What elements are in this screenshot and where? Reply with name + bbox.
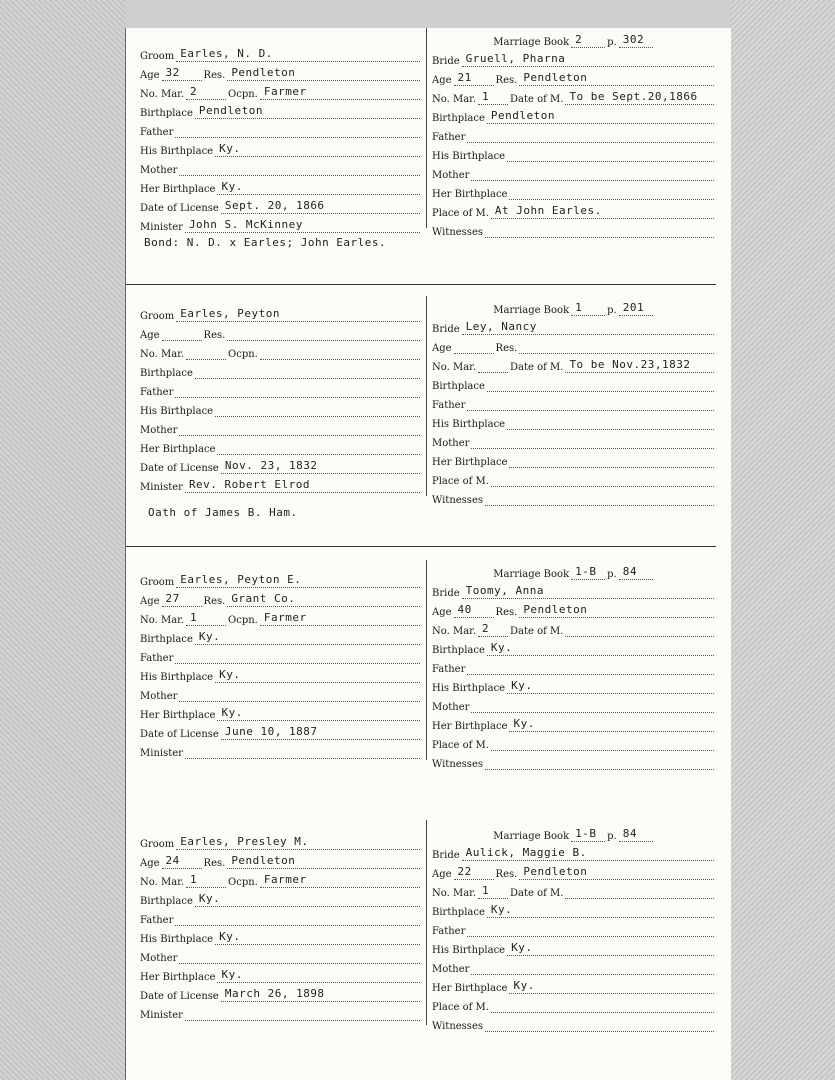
document-page [125, 28, 731, 1080]
date-of-license: Sept. 20, 1866 [224, 199, 325, 212]
date-of-marriage: To be Nov.23,1832 [569, 358, 691, 371]
bride-no-mar: 2 [482, 622, 490, 635]
date-of-marriage: To be Sept.20,1866 [569, 90, 698, 103]
groom-name: Earles, N. D. [180, 47, 273, 60]
date-of-license: June 10, 1887 [224, 725, 318, 738]
groom-his-birthplace: Ky. [219, 930, 241, 943]
bride-no-mar: 1 [482, 884, 490, 897]
marriage-book-number: 1 [575, 301, 583, 314]
marriage-book-page: 84 [622, 565, 637, 578]
groom-ocpn: Farmer [263, 85, 307, 98]
marriage-book-number: 2 [575, 33, 583, 46]
groom-no-mar: 1 [190, 611, 198, 624]
bride-birthplace: Ky. [490, 903, 513, 916]
bride-res: Pendleton [523, 71, 588, 84]
bride-her-birthplace: Ky. [513, 979, 535, 992]
bride-name: Toomy, Anna [465, 584, 545, 597]
scan-right-margin [730, 0, 835, 1080]
bride-name: Gruell, Pharna [465, 52, 566, 65]
groom-age: 32 [165, 66, 180, 79]
marriage-record: Groom Earles, Presley M. Age 24 Res. Pendleton No. Mar. 1 Ocpn. Farmer Birthplace Ky. Father His Birthplace Ky. Mother Her Birthplace Ky. Date of License March 26, 1898 Minister Marriage Book 1-B p. 84 Bride Aulick, Maggie B. Age 22 Res. Pendleton No. Mar. 1 Date of M. Birthplace Ky. Father His Birthplace Ky. Mother Her Birthplace Ky. Place of M. Witnesses [126, 820, 716, 1070]
groom-no-mar: 2 [190, 85, 198, 98]
minister: Rev. Robert Elrod [188, 478, 311, 491]
marriage-record: Groom Earles, Peyton E. Age 27 Res. Grant Co. No. Mar. 1 Ocpn. Farmer Birthplace Ky. Father His Birthplace Ky. Mother Her Birthplace Ky. Date of License June 10, 1887 Minister Marriage Book 1-B p. 84 Bride Toomy, Anna Age 40 Res. Pendleton No. Mar. 2 Date of M. Birthplace Ky. Father His Birthplace Ky. Mother Her Birthplace Ky. Place of M. Witnesses [126, 560, 716, 810]
groom-name: Earles, Peyton E. [180, 573, 302, 586]
groom-res: Pendleton [231, 854, 296, 867]
groom-no-mar: 1 [190, 873, 198, 886]
record-note: Bond: N. D. x Earles; John Earles. [144, 236, 387, 249]
groom-her-birthplace: Ky. [221, 968, 243, 981]
bride-age: 21 [457, 71, 472, 84]
bride-no-mar: 1 [482, 90, 490, 103]
bride-age: 22 [457, 865, 472, 878]
bride-res: Pendleton [523, 865, 588, 878]
marriage-book-page: 84 [622, 827, 637, 840]
groom-his-birthplace: Ky. [219, 668, 241, 681]
place-of-marriage: At John Earles. [494, 204, 602, 217]
groom-name: Earles, Presley M. [180, 835, 309, 848]
minister: John S. McKinney [188, 218, 303, 231]
bride-birthplace: Pendleton [490, 109, 555, 122]
groom-res: Grant Co. [231, 592, 296, 605]
bride-his-birthplace: Ky. [511, 941, 533, 954]
bride-birthplace: Ky. [490, 641, 513, 654]
bride-his-birthplace: Ky. [511, 679, 533, 692]
marriage-book-number: 1-B [575, 565, 597, 578]
groom-ocpn: Farmer [263, 611, 307, 624]
record-note: Oath of James B. Ham. [148, 506, 298, 519]
bride-name: Ley, Nancy [465, 320, 537, 333]
groom-birthplace: Ky. [198, 630, 221, 643]
marriage-book-page: 302 [622, 33, 645, 46]
groom-age: 27 [165, 592, 180, 605]
groom-label: Groom [140, 51, 175, 62]
groom-name: Earles, Peyton [180, 307, 281, 320]
marriage-record: Groom Earles, N. D. Age 32 Res. Pendleton No. Mar. 2 Ocpn. Farmer Birthplace Pendleton Father His Birthplace Ky. Mother Her Birthplace Ky. Date of License Sept. 20, 1866 Minister John S. McKinney Marriage Book 2 p. 302 Bride Gruell, Pharna Age 21 Res. Pendleton No. Mar. 1 Date of M. To be Sept.20,1866 Birthplace Pendleton Father His Birthplace Mother Her Birthplace Place of M. At John Earles. Witnesses Bond: N. D. x Earles; John Earles. [126, 28, 716, 283]
groom-her-birthplace: Ky. [221, 180, 243, 193]
marriage-book-number: 1-B [575, 827, 597, 840]
groom-birthplace: Pendleton [198, 104, 263, 117]
marriage-book-page: 201 [622, 301, 645, 314]
groom-birthplace: Ky. [198, 892, 221, 905]
groom-res: Pendleton [231, 66, 296, 79]
scan-left-margin [0, 0, 125, 1080]
date-of-license: March 26, 1898 [224, 987, 325, 1000]
bride-her-birthplace: Ky. [513, 717, 535, 730]
date-of-license: Nov. 23, 1832 [224, 459, 318, 472]
groom-age: 24 [165, 854, 180, 867]
groom-ocpn: Farmer [263, 873, 307, 886]
groom-his-birthplace: Ky. [219, 142, 241, 155]
bride-age: 40 [457, 603, 472, 616]
bride-res: Pendleton [523, 603, 588, 616]
bride-name: Aulick, Maggie B. [465, 846, 587, 859]
groom-her-birthplace: Ky. [221, 706, 243, 719]
marriage-record: Groom Earles, Peyton Age Res. No. Mar. Ocpn. Birthplace Father His Birthplace Mother Her Birthplace Date of License Nov. 23, 1832 Minister Rev. Robert Elrod Marriage Book 1 p. 201 Bride Ley, Nancy Age Res. No. Mar. Date of M. To be Nov.23,1832 Birthplace Father His Birthplace Mother Her Birthplace Place of M. Witnesses Oath of James B. Ham. [126, 296, 716, 546]
